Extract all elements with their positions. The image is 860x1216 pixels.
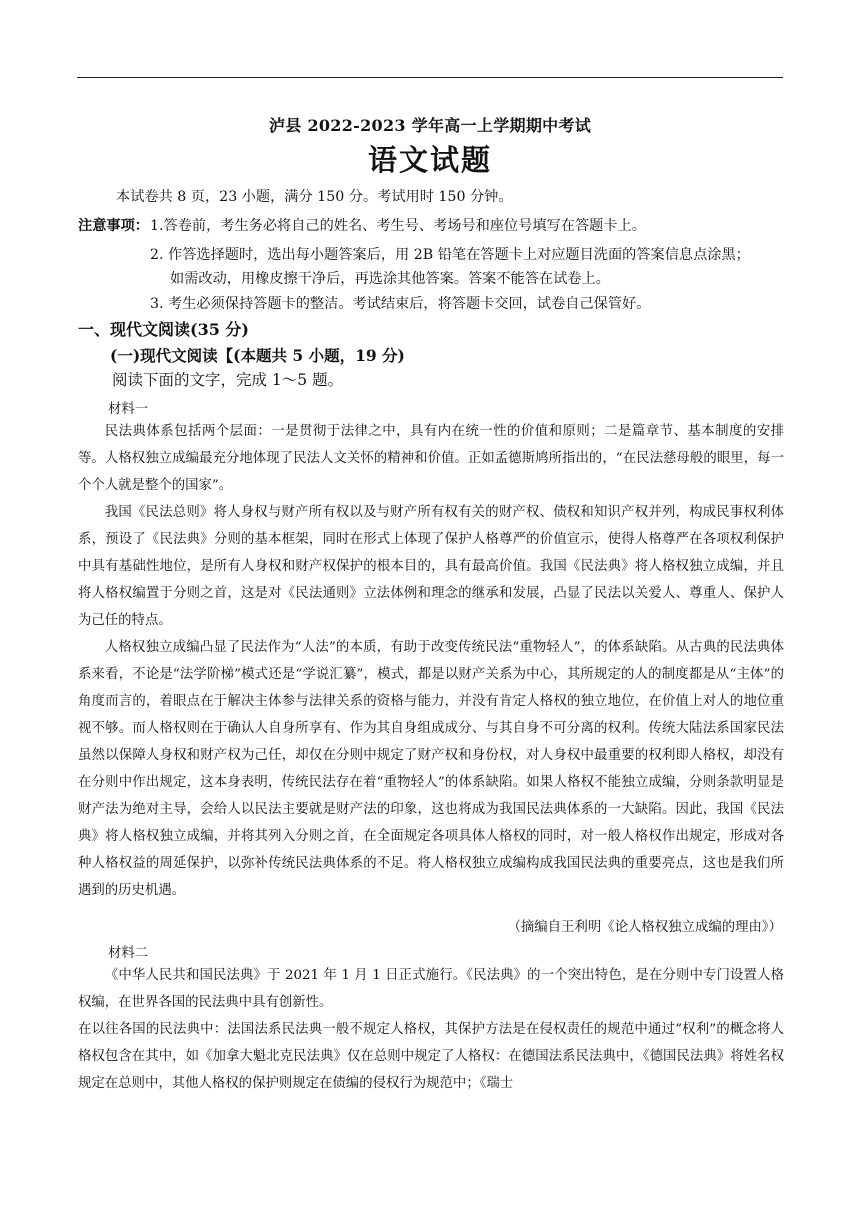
material-2-body (78, 962, 784, 1097)
material-1-paragraph-2: 我国《民法总则》将人身权与财产所有权以及与财产所有权有关的财产权、债权和知识产权并列，构成民事权利体系，预设了《民法典》分则的基本框架，同时在形式上体现了保护人格尊严的价值宣示，使得人格尊严在各项权利保护中具有基础性地位，是所有人身权和财产权保护的根本目的，具有最高价值。我国《民法典》将人格权独立成编，并且将人格权编置于分则之首，这是对《民法通则》立法体例和理念的继承和发展，凸显了民法以关爱人、尊重人、保护人为己任的特点。 (78, 505, 784, 628)
material-1-paragraph-3: 人格权独立成编凸显了民法作为“人法”的本质，有助于改变传统民法“重物轻人”，的体系缺陷。从古典的民法典体系来看，不论是“法学阶梯”模式还是“学说汇纂”，模式，都是以财产关系为中心，其所规定的人的制度都是从“主体”的角度而言的，着眼点在于解决主体参与法律关系的资格与能力，并没有肯定人格权的独立地位，在价值上对人的地位重视不够。而人格权则在于确认人自身所享有、作为其自身组成成分、与其自身不可分离的权利。传统大陆法系国家民法虽然以保障人身权和财产权为己任，却仅在分则中规定了财产权和身份权，对人身权中最重要的权利即人格权，却没有在分则中作出规定，这本身表明，传统民法存在着“重物轻人”的体系缺陷。如果人格权不能独立成编，分则条款明显是财产法为绝对主导，会给人以民法主要就是财产法的印象，这也将成为我国民法典体系的一大缺陷。因此，我国《民法典》将人格权独立成编，并将其列入分则之首，在全面规定各项具体人格权的同时，对一般人格权作出规定，形成对各种人格权益的周延保护，以弥补传统民法典体系的不足。将人格权独立成编构成我国民法典的重要亮点，这也是我们所遇到的历史机遇。 (78, 640, 784, 898)
material-2-paragraph-1: 《中华人民共和国民法典》于 2021 年 1 月 1 日正式施行。《民法典》的一个突出特色，是在分则中专门设置人格权编，在世界各国的民法典中具有创新性。 (78, 968, 784, 1010)
section-heading: 一、现代文阅读(35 分) (78, 320, 249, 339)
material-2-label: 材料二 (108, 946, 149, 961)
material-1-body (78, 418, 784, 904)
exam-title: 语文试题 (367, 143, 492, 177)
exam-subtitle: 泸县 2022-2023 学年高一上学期期中考试 (268, 116, 592, 135)
subsection-heading: (一)现代文阅读【(本题共 5 小题，19 分) (110, 346, 405, 365)
material-1-label: 材料一 (108, 402, 149, 417)
note-item-2: 2. 作答选择题时，选出每小题答案后，用 2B 铅笔在答题卡上对应题目洗面的答案信息点涂黑； (150, 247, 750, 263)
top-rule (77, 77, 783, 78)
notes-label: 注意事项： (78, 218, 149, 234)
note-item-3: 3. 考生必须保持答题卡的整洁。考试结束后，将答题卡交回，试卷自己保管好。 (150, 296, 651, 312)
material-2-paragraph-2: 在以往各国的民法典中：法国法系民法典一般不规定人格权，其保护方法是在侵权责任的规范中通过“权利”的概念将人格权包含在其中，如《加拿大魁北克民法典》仅在总则中规定了人格权：在德国法系民法典中，《德国民法典》将姓名权规定在总则中，其他人格权的保护则规定在债编的侵权行为规范中；《瑞士 (78, 1022, 784, 1091)
material-1-source: （摘编自王利明《论人格权独立成编的理由》） (507, 920, 782, 935)
note-item-1: 1.答卷前，考生务必将自己的姓名、考生号、考场号和座位号填写在答题卡上。 (150, 218, 646, 234)
reading-instruction: 阅读下面的文字，完成 1～5 题。 (112, 371, 344, 389)
exam-intro: 本试卷共 8 页，23 小题，满分 150 分。考试用时 150 分钟。 (116, 189, 513, 205)
note-item-2-continued: 如需改动，用橡皮擦干净后，再选涂其他答案。答案不能答在试卷上。 (170, 271, 610, 287)
material-1-paragraph-1: 民法典体系包括两个层面：一是贯彻于法律之中，具有内在统一性的价值和原则；二是篇章节、基本制度的安排等。人格权独立成编最充分地体现了民法人文关怀的精神和价值。正如孟德斯鸠所指出的，“在民法慈母般的眼里，每一个个人就是整个的国家”。 (78, 424, 784, 493)
